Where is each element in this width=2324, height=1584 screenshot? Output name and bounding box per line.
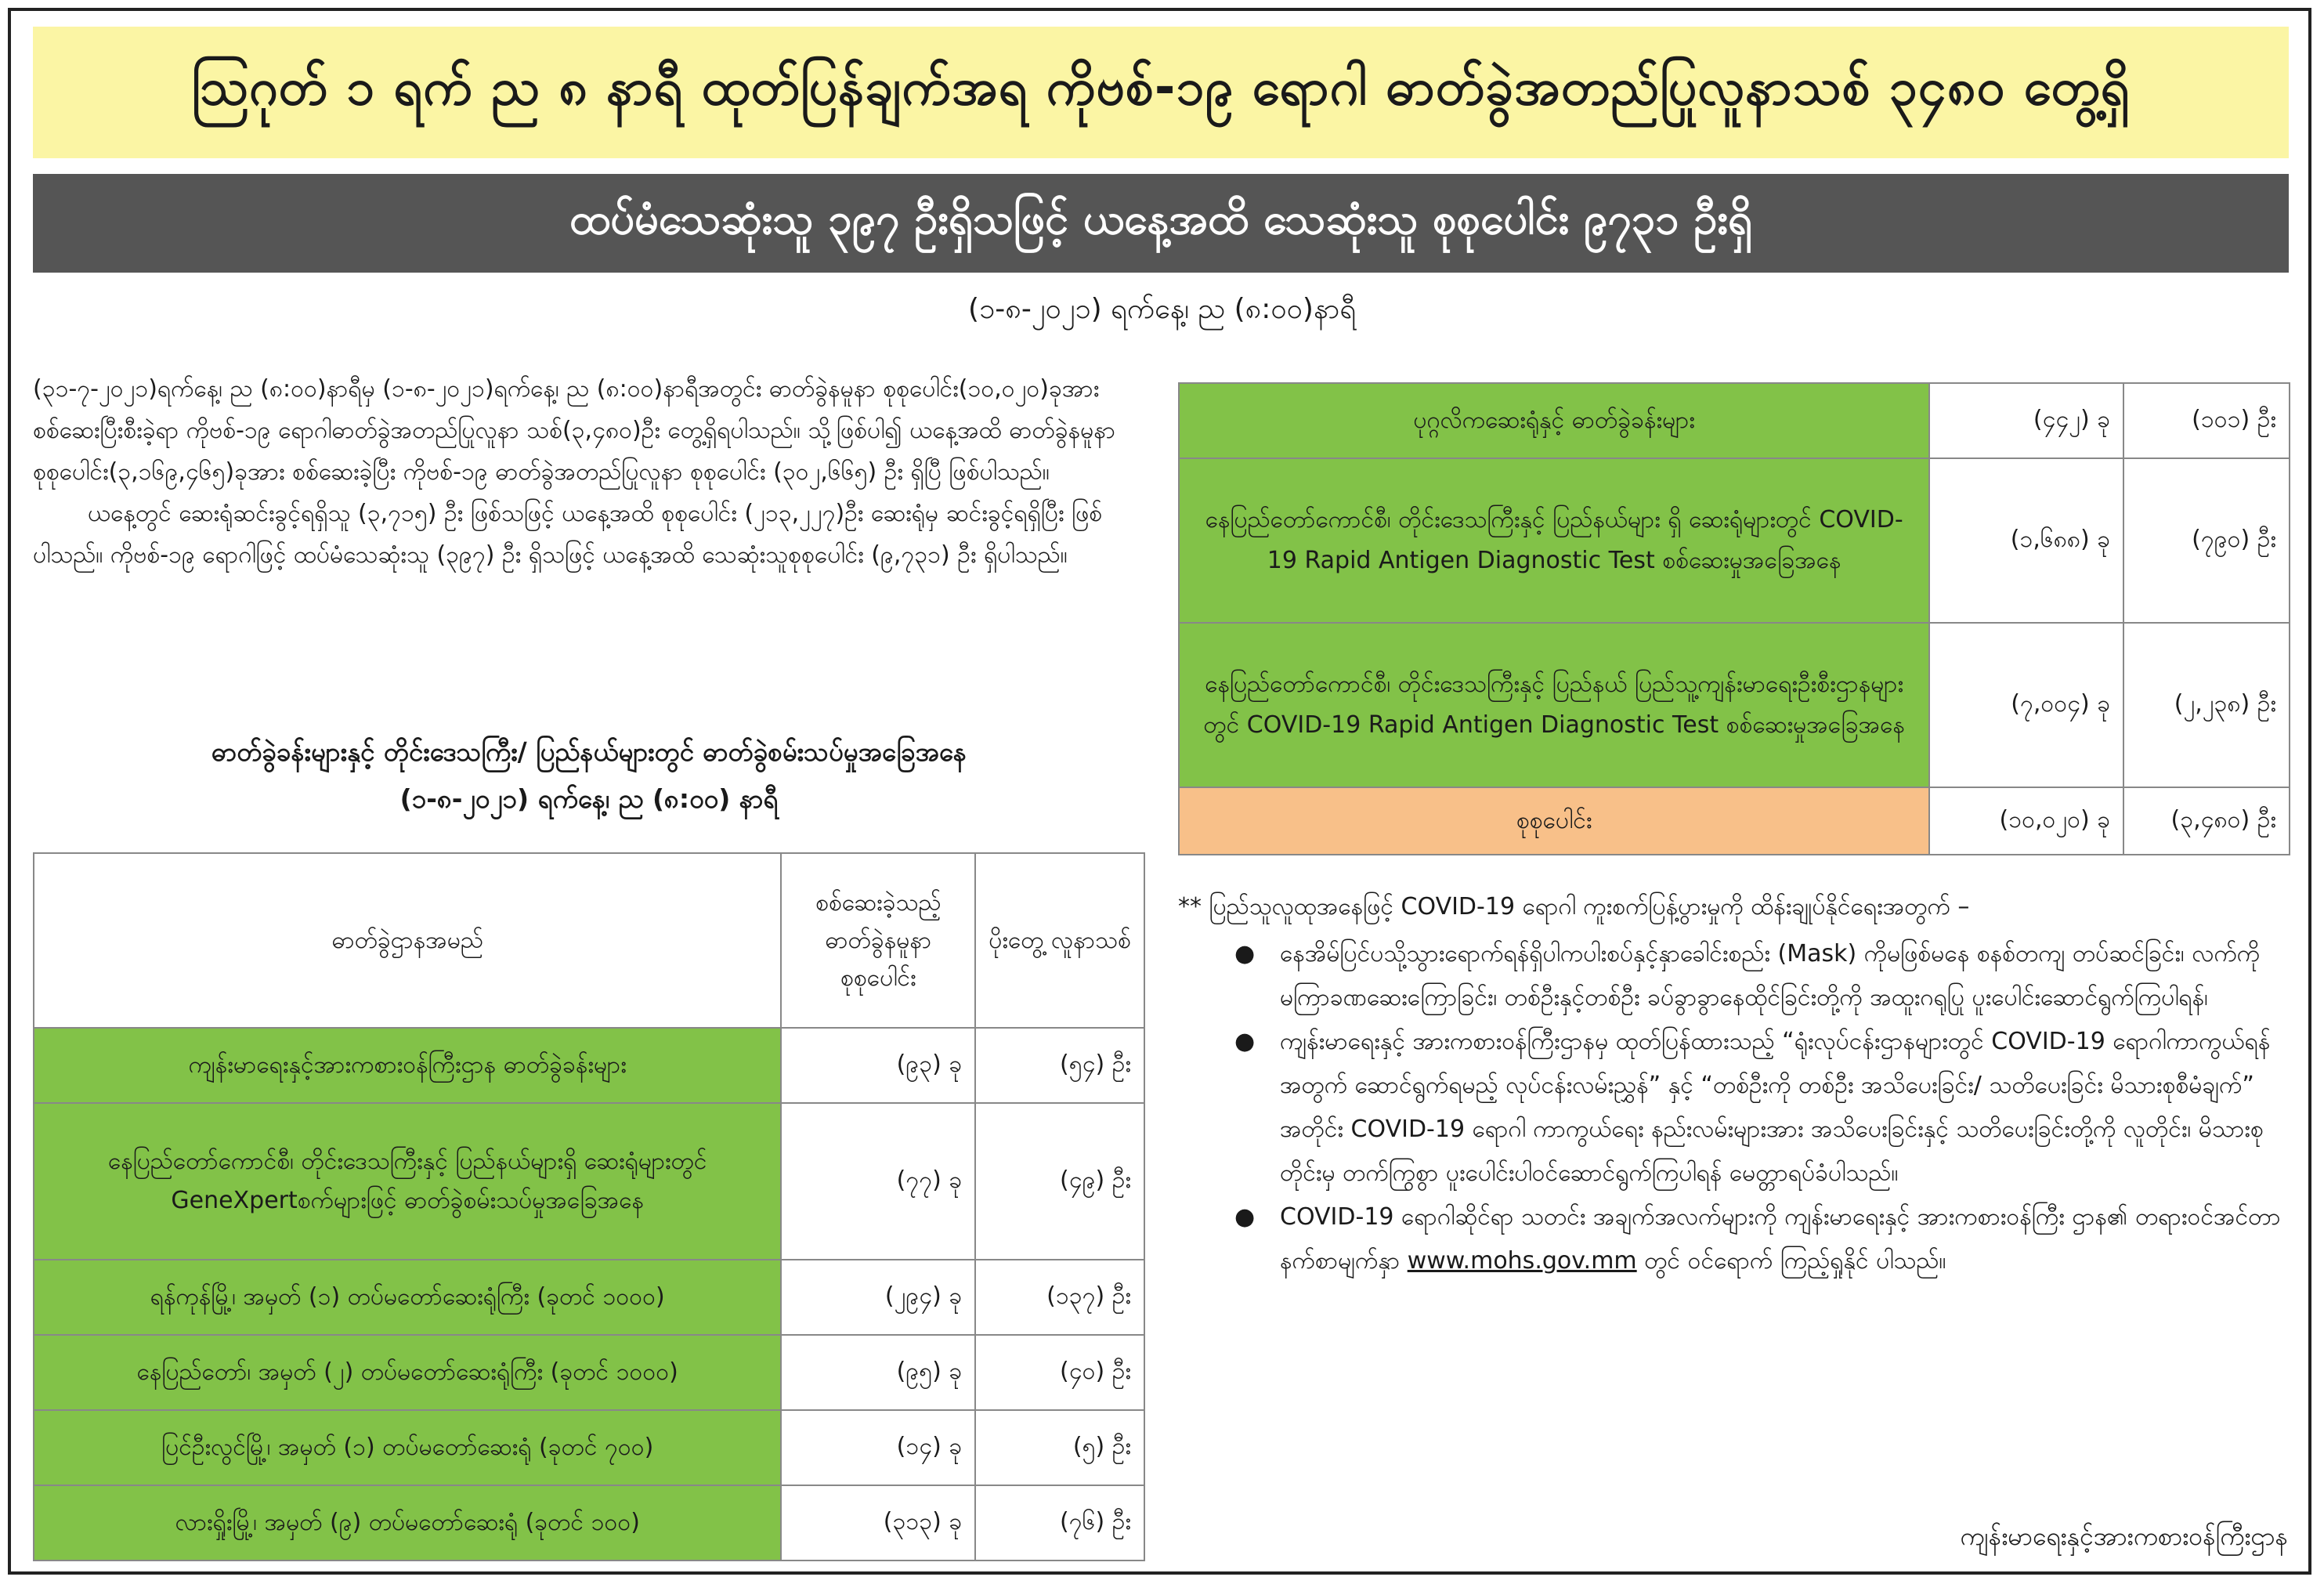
test-site-cell: ပုဂ္ဂလိကဆေးရုံနှင့် ဓာတ်ခွဲခန်းများ <box>1179 383 1929 458</box>
summary-text <box>33 368 1145 576</box>
cases-cell: (၂,၂၃၈) ဦး <box>2123 623 2290 787</box>
table-row <box>34 1103 1144 1260</box>
lab-name-cell: ပြင်ဦးလွင်မြို့၊ အမှတ် (၁) တပ်မတော်ဆေးရုံ (ခုတင် ၇၀၀) <box>34 1410 781 1485</box>
lab-name-cell: လားရှိုးမြို့၊ အမှတ် (၉) တပ်မတော်ဆေးရုံ (ခုတင် ၁၀၀) <box>34 1485 781 1560</box>
cases-cell: (၇၉၀) ဦး <box>2123 458 2290 623</box>
table-row <box>1179 458 2290 623</box>
test-site-cell: နေပြည်တော်ကောင်စီ၊ တိုင်းဒေသကြီးနှင့် ပြည်နယ်များ ရှိ ဆေးရုံများတွင် COVID-19 Rapid Antigen Diagnostic Test စစ်ဆေးမှုအခြေအနေ <box>1179 458 1929 623</box>
testing-summary-table <box>1178 382 2290 855</box>
cases-cell: (၁၀၁) ဦး <box>2123 383 2290 458</box>
cases-cell: (၄၉) ဦး <box>975 1103 1144 1260</box>
list-item <box>1178 932 2290 1020</box>
table-row <box>1179 383 2290 458</box>
cases-cell: (၅၄) ဦး <box>975 1028 1144 1103</box>
samples-cell: (၁၄) ခု <box>781 1410 975 1485</box>
summary-paragraph-2: ယနေ့တွင် ဆေးရုံဆင်းခွင့်ရရှိသူ (၃,၇၁၅) ဦး ဖြစ်သဖြင့် ယနေ့အထိ စုစုပေါင်း (၂၁၃,၂၂၇)ဦး ဆေးရုံမှ ဆင်းခွင့်ရရှိပြီး ဖြစ်ပါသည်။ ကိုဗစ်-၁၉ ရောဂါဖြင့် ထပ်မံသေဆုံးသူ (၃၉၇) ဦး ရှိသဖြင့် ယနေ့အထိ သေဆုံးသူစုစုပေါင်း (၉,၇၃၁) ဦး ရှိပါသည်။ <box>33 500 1103 569</box>
subheadline-title: ထပ်မံသေဆုံးသူ ၃၉၇ ဦးရှိသဖြင့် ယနေ့အထိ သေဆုံးသူ စုစုပေါင်း ၉၇၃၁ ဦးရှိ <box>569 193 1752 244</box>
advice-list <box>1178 932 2290 1283</box>
mohs-website-link[interactable]: www.mohs.gov.mm <box>1407 1247 1637 1275</box>
lab-name-cell: နေပြည်တော်၊ အမှတ် (၂) တပ်မတော်ဆေးရုံကြီး (ခုတင် ၁၀၀၀) <box>34 1335 781 1410</box>
issuer-signature: ကျန်းမာရေးနှင့်အားကစားဝန်ကြီးဌာန <box>1960 1521 2288 1551</box>
table-row <box>1179 623 2290 787</box>
lab-name-cell: ကျန်းမာရေးနှင့်အားကစားဝန်ကြီးဌာန ဓာတ်ခွဲခန်းများ <box>34 1028 781 1103</box>
total-label-cell: စုစုပေါင်း <box>1179 787 1929 855</box>
table-row <box>34 1028 1144 1103</box>
samples-cell: (၉၃) ခု <box>781 1028 975 1103</box>
samples-cell: (၇၇) ခု <box>781 1103 975 1260</box>
advice-text: နေအိမ်ပြင်ပသို့သွားရောက်ရန်ရှိပါကပါးစပ်နှင့်နှာခေါင်းစည်း (Mask) ကိုမဖြစ်မနေ စနစ်တကျ တပ်ဆင်ခြင်း၊ လက်ကိုမကြာခဏဆေးကြောခြင်း၊ တစ်ဦးနှင့်တစ်ဦး ခပ်ခွာခွာနေထိုင်ခြင်းတို့ကို အထူးဂရုပြု ပူးပေါင်းဆောင်ရွက်ကြပါရန်၊ <box>1280 940 2261 1011</box>
samples-cell: (၉၅) ခု <box>781 1335 975 1410</box>
total-samples-cell: (၁၀,၀၂၀) ခု <box>1929 787 2123 855</box>
bullet-icon: ● <box>1234 940 1256 967</box>
list-item <box>1178 1020 2290 1195</box>
lab-section-title <box>33 729 1145 823</box>
bullet-icon: ● <box>1234 1028 1256 1055</box>
samples-cell: (၄၄၂) ခု <box>1929 383 2123 458</box>
table-row <box>34 1485 1144 1560</box>
subheadline-banner <box>33 174 2289 273</box>
headline-banner <box>33 27 2289 158</box>
lab-section-title-line1: ဓာတ်ခွဲခန်းများနှင့် တိုင်းဒေသကြီး/ ပြည်နယ်များတွင် ဓာတ်ခွဲစမ်းသပ်မှုအခြေအနေ <box>211 736 967 767</box>
total-row <box>1179 787 2290 855</box>
report-dateline: (၁-၈-၂၀၂၁) ရက်နေ့၊ ည (၈:၀၀)နာရီ <box>967 293 1357 325</box>
column-header-lab-name: ဓာတ်ခွဲဌာနအမည် <box>34 853 781 1028</box>
lab-section-title-line2: (၁-၈-၂၀၂၁) ရက်နေ့၊ ည (၈:၀၀) နာရီ <box>399 783 779 814</box>
column-header-new-cases: ပိုးတွေ့ လူနာသစ် <box>975 853 1144 1028</box>
cases-cell: (၄၀) ဦး <box>975 1335 1144 1410</box>
cases-cell: (၁၃၇) ဦး <box>975 1260 1144 1335</box>
public-advice-notes <box>1178 885 2290 1283</box>
table-row <box>34 1335 1144 1410</box>
list-item <box>1178 1195 2290 1283</box>
cases-cell: (၅) ဦး <box>975 1410 1144 1485</box>
summary-paragraph-1: (၃၁-၇-၂၀၂၁)ရက်နေ့၊ ည (၈:၀၀)နာရီမှ (၁-၈-၂၀၂၁)ရက်နေ့၊ ည (၈:၀၀)နာရီအတွင်း ဓာတ်ခွဲနမူနာ စုစုပေါင်း(၁၀,၀၂၀)ခုအားစစ်ဆေးပြီးစီးခဲ့ရာ ကိုဗစ်-၁၉ ရောဂါဓာတ်ခွဲအတည်ပြုလူနာ သစ်(၃,၄၈၀)ဦး တွေ့ရှိရပါသည်။ သို့ဖြစ်ပါ၍ ယနေ့အထိ ဓာတ်ခွဲနမူနာစုစုပေါင်း(၃,၁၆၉,၄၆၅)ခုအား စစ်ဆေးခဲ့ပြီး ကိုဗစ်-၁၉ ဓာတ်ခွဲအတည်ပြုလူနာ စုစုပေါင်း (၃၀၂,၆၆၅) ဦး ရှိပြီ ဖြစ်ပါသည်။ <box>33 375 1116 486</box>
samples-cell: (၃၁၃) ခု <box>781 1485 975 1560</box>
lab-name-cell: ရန်ကုန်မြို့၊ အမှတ် (၁) တပ်မတော်ဆေးရုံကြီး (ခုတင် ၁၀၀၀) <box>34 1260 781 1335</box>
advice-text-post: တွင် ဝင်ရောက် ကြည့်ရှုနိုင် ပါသည်။ <box>1636 1247 1946 1275</box>
table-header-row <box>34 853 1144 1028</box>
table-row <box>34 1410 1144 1485</box>
samples-cell: (၇,၀၀၄) ခု <box>1929 623 2123 787</box>
advice-text-pre: COVID-19 ရောဂါဆိုင်ရာ သတင်း အချက်အလက်များကို ကျန်းမာရေးနှင့် အားကစားဝန်ကြီး ဌာန၏ တရားဝင်အင်တာနက်စာမျက်နှာ <box>1280 1203 2281 1275</box>
advice-text: ကျန်းမာရေးနှင့် အားကစားဝန်ကြီးဌာနမှ ထုတ်ပြန်ထားသည့် “ရုံးလုပ်ငန်းဌာနများတွင် COVID-19 ရောဂါကာကွယ်ရန်အတွက် ဆောင်ရွက်ရမည့် လုပ်ငန်းလမ်းညွှန်” နှင့် “တစ်ဦးကို တစ်ဦး အသိပေးခြင်း/ သတိပေးခြင်း မိသားစုစီမံချက်” အတိုင်း COVID-19 ရောဂါ ကာကွယ်ရေး နည်းလမ်းများအား အသိပေးခြင်းနှင့် သတိပေးခြင်းတို့ကို လူတိုင်း၊ မိသားစုတိုင်းမှ တက်ကြွစွာ ပူးပေါင်းပါဝင်ဆောင်ရွက်ကြပါရန် မေတ္တာရပ်ခံပါသည်။ <box>1280 1028 2271 1187</box>
bullet-icon: ● <box>1234 1203 1256 1231</box>
lab-name-cell: နေပြည်တော်ကောင်စီ၊ တိုင်းဒေသကြီးနှင့် ပြည်နယ်များရှိ ဆေးရုံများတွင် GeneXpertစက်များဖြင့် ဓာတ်ခွဲစမ်းသပ်မှုအခြေအနေ <box>34 1103 781 1260</box>
headline-title: ဩဂုတ် ၁ ရက် ည ၈ နာရီ ထုတ်ပြန်ချက်အရ ကိုဗစ်-၁၉ ရောဂါ ဓာတ်ခွဲအတည်ပြုလူနာသစ် ၃၄၈၀ တွေ့ရှိ <box>191 59 2131 117</box>
table-row <box>34 1260 1144 1335</box>
samples-cell: (၂၉၄) ခု <box>781 1260 975 1335</box>
notes-lead: ** ပြည်သူလူထုအနေဖြင့် COVID-19 ရောဂါ ကူးစက်ပြန့်ပွားမှုကို ထိန်းချုပ်နိုင်ရေးအတွက် – <box>1178 893 1970 920</box>
total-cases-cell: (၃,၄၈၀) ဦး <box>2123 787 2290 855</box>
test-site-cell: နေပြည်တော်ကောင်စီ၊ တိုင်းဒေသကြီးနှင့် ပြည်နယ် ပြည်သူ့ကျန်းမာရေးဦးစီးဌာနများတွင် COVID-19 Rapid Antigen Diagnostic Test စစ်ဆေးမှုအခြေအနေ <box>1179 623 1929 787</box>
cases-cell: (၇၆) ဦး <box>975 1485 1144 1560</box>
samples-cell: (၁,၆၈၈) ခု <box>1929 458 2123 623</box>
lab-results-table <box>33 852 1145 1561</box>
column-header-samples: စစ်ဆေးခဲ့သည့် ဓာတ်ခွဲနမူနာ စုစုပေါင်း <box>781 853 975 1028</box>
